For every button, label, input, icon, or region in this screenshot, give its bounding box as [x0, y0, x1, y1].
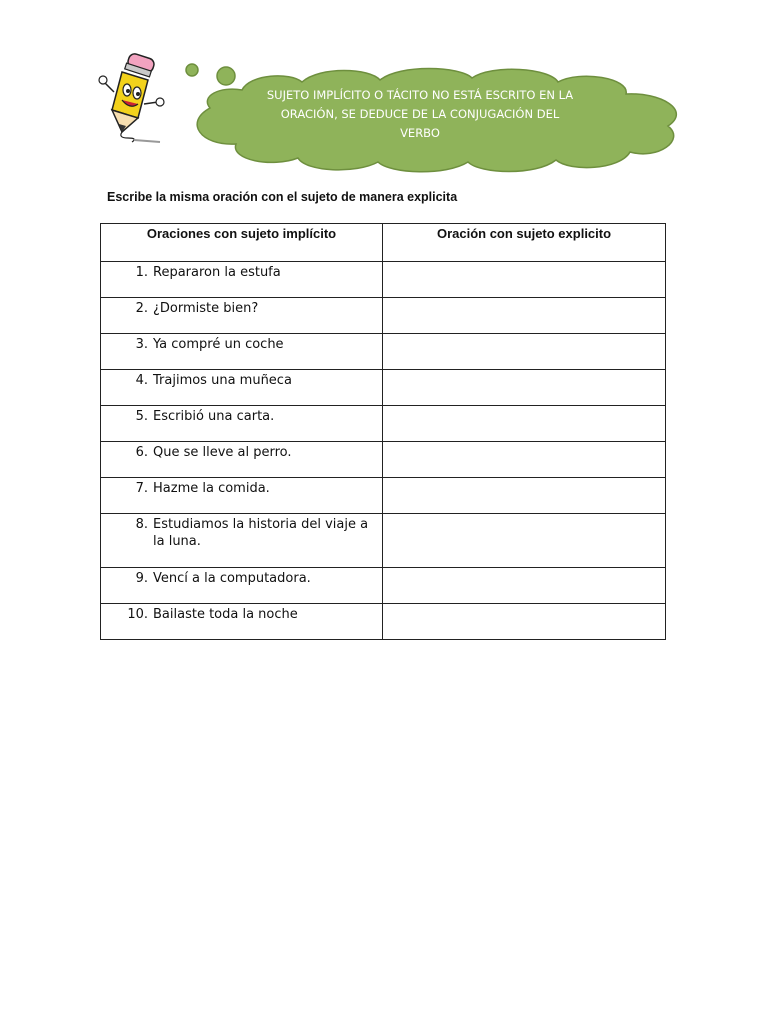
implicit-cell [101, 604, 383, 640]
table-row [101, 568, 666, 604]
answer-cell [383, 334, 666, 370]
thought-bubble-medium [217, 67, 235, 85]
cloud-line-1: SUJETO IMPLÍCITO O TÁCITO NO ESTÁ ESCRITO EN LA [266, 88, 574, 102]
item-number: 8. [135, 517, 148, 532]
implicit-cell [101, 568, 383, 604]
implicit-cell [101, 370, 383, 406]
item-text: Que se lleve al perro. [153, 445, 292, 460]
item-number: 7. [135, 481, 148, 496]
item-number: 5. [135, 409, 148, 424]
implicit-cell [101, 334, 383, 370]
item-number: 2. [135, 301, 148, 316]
answer-cell [383, 262, 666, 298]
answer-cell [383, 406, 666, 442]
table-row [101, 298, 666, 334]
cloud-line-3: VERBO [400, 126, 440, 140]
implicit-cell [101, 442, 383, 478]
header-explicit: Oración con sujeto explicito [383, 224, 666, 262]
item-text: Ya compré un coche [153, 337, 284, 352]
thought-bubble-small [186, 64, 198, 76]
item-text: ¿Dormiste bien? [153, 301, 259, 316]
answer-cell [383, 442, 666, 478]
implicit-cell [101, 262, 383, 298]
item-text: Trajimos una muñeca [153, 373, 292, 388]
table-row [101, 604, 666, 640]
table-row [101, 262, 666, 298]
cloud-line-2: ORACIÓN, SE DEDUCE DE LA CONJUGACIÓN DEL [280, 107, 560, 121]
instruction-text: Escribe la misma oración con el sujeto de manera explicita [107, 190, 458, 204]
table-row [101, 514, 666, 568]
item-number: 4. [135, 373, 148, 388]
item-number: 6. [135, 445, 148, 460]
item-number: 3. [135, 337, 148, 352]
header-implicit: Oraciones con sujeto implícito [101, 224, 383, 262]
implicit-cell [101, 478, 383, 514]
implicit-cell [101, 298, 383, 334]
cloud-text [250, 86, 590, 143]
implicit-cell [101, 406, 383, 442]
answer-cell [383, 298, 666, 334]
item-text: Bailaste toda la noche [153, 607, 298, 622]
item-number: 1. [135, 265, 148, 280]
worksheet-table [100, 223, 666, 640]
table-row [101, 442, 666, 478]
answer-cell [383, 370, 666, 406]
answer-cell [383, 568, 666, 604]
item-text: Vencí a la computadora. [153, 571, 311, 586]
pencil-mascot-icon [98, 52, 170, 144]
item-number: 9. [135, 571, 148, 586]
item-number: 10. [127, 607, 148, 622]
answer-cell [383, 478, 666, 514]
item-text: Escribió una carta. [153, 409, 275, 424]
item-text: Hazme la comida. [153, 481, 270, 496]
answer-cell [383, 514, 666, 568]
item-text: Repararon la estufa [153, 265, 281, 280]
table-row [101, 334, 666, 370]
table-row [101, 406, 666, 442]
answer-cell [383, 604, 666, 640]
item-text: Estudiamos la historia del viaje a la luna. [153, 517, 369, 549]
implicit-cell [101, 514, 383, 568]
table-row [101, 478, 666, 514]
table-header-row [101, 224, 666, 262]
table-row [101, 370, 666, 406]
